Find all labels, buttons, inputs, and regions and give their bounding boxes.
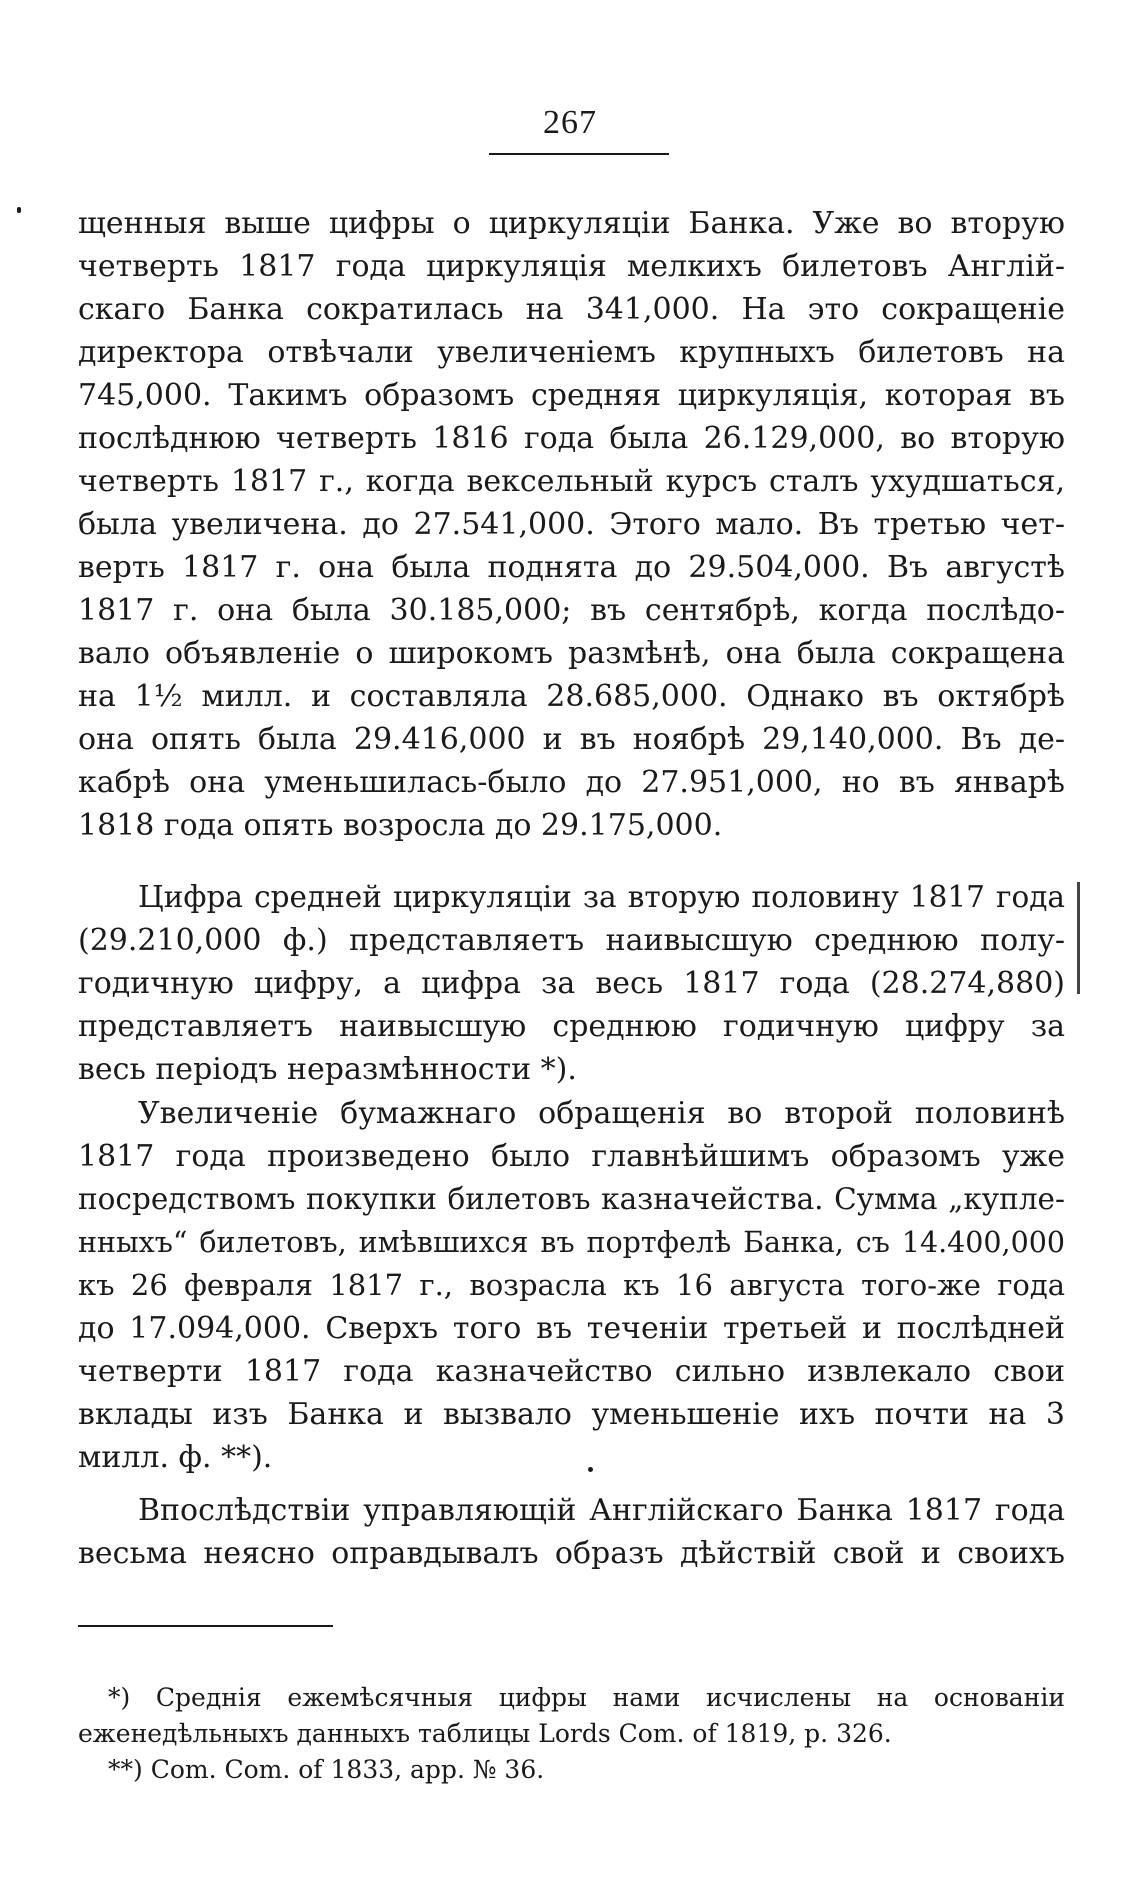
paragraph-line: милл. ф. **). [78,1440,273,1475]
paragraph-line: была увеличена. до 27.541,000. Этого мало. Въ третью чет- [78,507,1065,542]
paragraph-line: 745,000. Такимъ образомъ средняя циркуляція, которая въ [78,378,1065,413]
paragraph-line: весь періодъ неразмѣнности *). [78,1052,577,1087]
paragraph-line: Впослѣдствіи управляющій Англійскаго Банка 1817 года [138,1493,1065,1528]
paragraph-line: весьма неясно оправдывалъ образъ дѣйствій свой и своихъ [78,1536,1065,1571]
footnote-separator [78,1625,333,1627]
paragraph-line: на 1½ милл. и составляла 28.685,000. Однако въ октябрѣ [78,679,1065,714]
paragraph-line: посредствомъ покупки билетовъ казначейства. Сумма „купле- [78,1182,1065,1216]
paragraph-line: 1818 года опять возросла до 29.175,000. [78,808,723,843]
footnotes [78,1680,1065,1788]
paragraph-3 [78,1092,1065,1479]
paragraph-line: скаго Банка сократилась на 341,000. На это сокращеніе [78,292,1065,327]
paragraph-line: до 17.094,000. Сверхъ того въ теченіи третьей и послѣдней [78,1311,1065,1346]
paragraph-line: 1817 г. она была 30.185,000; въ сентябрѣ, когда послѣдо- [78,593,1065,628]
paragraph-line: она опять была 29.416,000 и въ ноябрѣ 29,140,000. Въ де- [78,722,1065,757]
paragraph-line: къ 26 февраля 1817 г., возрасла къ 16 августа того-же года [78,1268,1065,1302]
paragraph-line: кабрѣ она уменьшилась-было до 27.951,000, но въ январѣ [78,765,1065,800]
paragraph-line: верть 1817 г. она была поднята до 29.504,000. Въ августѣ [78,550,1065,585]
paragraph-line: 1817 года произведено было главнѣйшимъ образомъ уже [78,1139,1065,1174]
page-number-rule [489,153,669,155]
paragraph-line: четверти 1817 года казначейство сильно извлекало свои [78,1354,1065,1389]
paragraph-line: годичную цифру, а цифра за весь 1817 года (28.274,880) [78,966,1065,1001]
paragraph-line: (29.210,000 ф.) представляетъ наивысшую среднюю полу- [78,923,1065,958]
paragraph-line: Увеличеніе бумажнаго обращенія во второй половинѣ [138,1096,1065,1131]
footnote-line: *) Среднія ежемѣсячныя цифры нами исчислены на основаніи [108,1683,1065,1712]
paragraph-line: вклады изъ Банка и вызвало уменьшеніе ихъ почти на 3 [78,1397,1065,1432]
paragraph-line: нныхъ“ билетовъ, имѣвшихся въ портфелѣ Банка, съ 14.400,000 [78,1226,1065,1259]
footnote-line: еженедѣльныхъ данныхъ таблицы Lords Com. of 1819, p. 326. [78,1719,892,1748]
paragraph-line: щенныя выше цифры о циркуляціи Банка. Уже во вторую [78,206,1065,241]
paragraph-line: четверть 1817 г., когда вексельный курсъ сталъ ухудшаться, [78,464,1065,499]
page-number: 267 [543,104,597,141]
margin-mark [17,207,21,213]
paragraph-1 [78,202,1065,847]
paragraph-line: представляетъ наивысшую среднюю годичную цифру за [78,1009,1065,1044]
stray-dot [588,1467,593,1472]
paragraph-line: четверть 1817 года циркуляція мелкихъ билетовъ Англій- [78,249,1065,284]
margin-bracket-upper [1077,882,1080,994]
paragraph-line: вало объявленіе о широкомъ размѣнѣ, она была сокращена [78,636,1065,671]
paragraph-line: директора отвѣчали увеличеніемъ крупныхъ билетовъ на [78,335,1065,370]
paragraph-4 [78,1489,1065,1575]
paragraph-line: послѣднюю четверть 1816 года была 26.129,000, во вторую [78,421,1065,456]
paragraph-2 [78,876,1065,1091]
paragraph-line: Цифра средней циркуляціи за вторую половину 1817 года [138,880,1065,914]
footnote-line: **) Com. Com. of 1833, app. № 36. [108,1755,545,1784]
